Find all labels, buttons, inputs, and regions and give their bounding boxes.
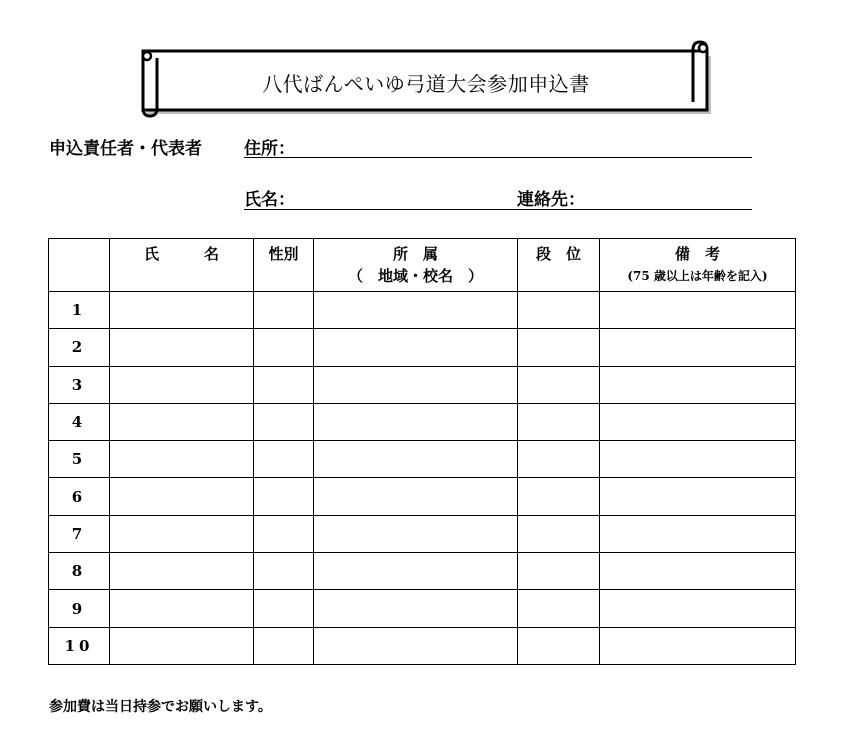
table-row (49, 553, 796, 590)
remarks-cell[interactable] (600, 292, 796, 329)
row-number: 4 (49, 403, 110, 440)
affiliation-cell[interactable] (314, 627, 518, 664)
name-cell[interactable] (110, 627, 254, 664)
row-number: 8 (49, 553, 110, 590)
entry-table (48, 238, 796, 665)
rank-cell[interactable] (518, 627, 600, 664)
fee-note: 参加費は当日持参でお願いします。 (49, 699, 272, 715)
gender-cell[interactable] (254, 515, 314, 552)
row-number: 7 (49, 515, 110, 552)
table-row (49, 292, 796, 329)
gender-cell[interactable] (254, 441, 314, 478)
rank-cell[interactable] (518, 329, 600, 366)
gender-cell[interactable] (254, 403, 314, 440)
name-cell[interactable] (110, 441, 254, 478)
table-row (49, 403, 796, 440)
row-number: 9 (49, 590, 110, 627)
rank-cell[interactable] (518, 366, 600, 403)
gender-cell[interactable] (254, 329, 314, 366)
name-cell[interactable] (110, 478, 254, 515)
header-affiliation: 所 属 （ 地域・校名 ） (314, 239, 518, 292)
table-row (49, 366, 796, 403)
affiliation-cell[interactable] (314, 515, 518, 552)
header-remarks: 備 考 (75 歳以上は年齢を記入) (600, 239, 796, 292)
row-number: 3 (49, 366, 110, 403)
header-gender: 性別 (254, 239, 314, 292)
remarks-cell[interactable] (600, 627, 796, 664)
name-cell[interactable] (110, 515, 254, 552)
affiliation-cell[interactable] (314, 329, 518, 366)
remarks-cell[interactable] (600, 590, 796, 627)
contact-label: 連絡先： (517, 190, 585, 210)
table-row (49, 515, 796, 552)
row-number: 5 (49, 441, 110, 478)
remarks-cell[interactable] (600, 366, 796, 403)
gender-cell[interactable] (254, 292, 314, 329)
affiliation-cell[interactable] (314, 403, 518, 440)
remarks-cell[interactable] (600, 515, 796, 552)
affiliation-cell[interactable] (314, 478, 518, 515)
header-number (49, 239, 110, 292)
table-row (49, 478, 796, 515)
gender-cell[interactable] (254, 627, 314, 664)
gender-cell[interactable] (254, 590, 314, 627)
affiliation-cell[interactable] (314, 553, 518, 590)
header-rank: 段 位 (518, 239, 600, 292)
gender-cell[interactable] (254, 553, 314, 590)
affiliation-cell[interactable] (314, 292, 518, 329)
rank-cell[interactable] (518, 403, 600, 440)
name-contact-line[interactable] (244, 209, 752, 210)
name-cell[interactable] (110, 329, 254, 366)
name-cell[interactable] (110, 403, 254, 440)
row-number: 10 (49, 627, 110, 664)
remarks-cell[interactable] (600, 478, 796, 515)
remarks-cell[interactable] (600, 553, 796, 590)
affiliation-cell[interactable] (314, 366, 518, 403)
gender-cell[interactable] (254, 366, 314, 403)
name-cell[interactable] (110, 553, 254, 590)
rank-cell[interactable] (518, 553, 600, 590)
page-title: 八代ばんぺいゆ弓道大会参加申込書 (262, 72, 590, 96)
header-name: 氏 名 (110, 239, 254, 292)
row-number: 2 (49, 329, 110, 366)
address-line[interactable] (244, 157, 752, 158)
remarks-cell[interactable] (600, 329, 796, 366)
affiliation-cell[interactable] (314, 441, 518, 478)
remarks-cell[interactable] (600, 441, 796, 478)
applicant-label: 申込責任者・代表者 (49, 139, 202, 159)
name-cell[interactable] (110, 366, 254, 403)
name-cell[interactable] (110, 292, 254, 329)
gender-cell[interactable] (254, 478, 314, 515)
table-row (49, 590, 796, 627)
remarks-cell[interactable] (600, 403, 796, 440)
affiliation-cell[interactable] (314, 590, 518, 627)
rank-cell[interactable] (518, 441, 600, 478)
row-number: 6 (49, 478, 110, 515)
row-number: 1 (49, 292, 110, 329)
table-row (49, 627, 796, 664)
table-row (49, 441, 796, 478)
address-label: 住所： (244, 139, 295, 159)
rank-cell[interactable] (518, 292, 600, 329)
name-label: 氏名： (244, 190, 295, 210)
rank-cell[interactable] (518, 478, 600, 515)
rank-cell[interactable] (518, 590, 600, 627)
table-header-row (49, 239, 796, 292)
name-cell[interactable] (110, 590, 254, 627)
table-row (49, 329, 796, 366)
rank-cell[interactable] (518, 515, 600, 552)
